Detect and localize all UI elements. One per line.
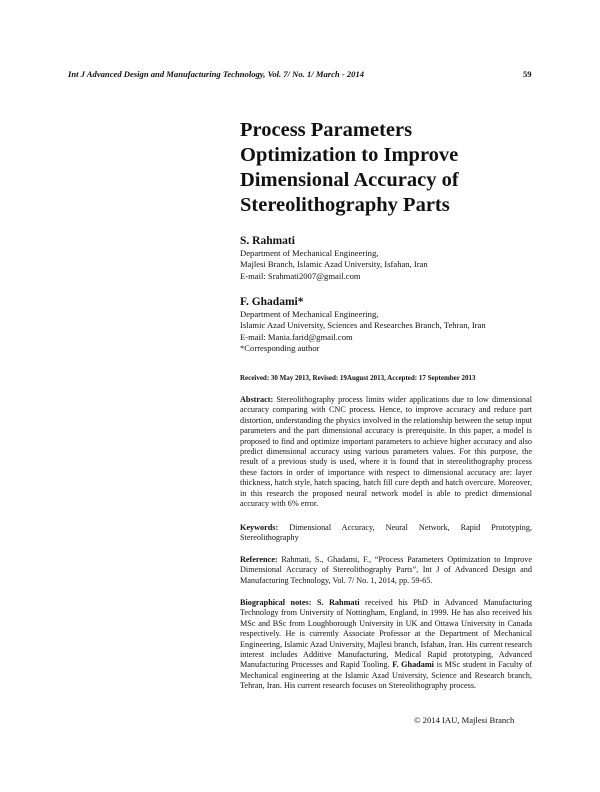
keywords-text: Dimensional Accuracy, Neural Network, Rapid Prototyping, Stereolithography xyxy=(240,523,532,543)
submission-dates: Received: 30 May 2013, Revised: 19August 2013, Accepted: 17 September 2013 xyxy=(240,374,476,382)
paper-title xyxy=(240,118,540,218)
corresponding-author-note: *Corresponding author xyxy=(240,342,320,353)
keywords xyxy=(240,523,532,544)
title-line: Optimization to Improve xyxy=(240,144,459,166)
title-line: Stereolithography Parts xyxy=(240,194,450,216)
abstract xyxy=(240,395,532,509)
author-block-1 xyxy=(240,234,540,282)
copyright-footer: © 2014 IAU, Majlesi Branch xyxy=(414,715,515,725)
abstract-label: Abstract: xyxy=(240,395,274,404)
biographical-notes xyxy=(240,598,532,692)
abstract-text: Stereolithography process limits wider applications due to low dimensional accuracy comparing with CNC process. Hence, to improve accuracy and reduce part distortion, understanding the physics involved in the relationship between the setup input parameters and the part dimensional accuracy is prerequisite. In this paper, a model is proposed to find and optimize important parameters to achieve higher accuracy and also predict dimensional accuracy using various parameters values. For this purpose, the result of a previous study is used, where it is found that in stereolithography process these factors in order of importance with respect to dimensional accuracy are: layer thickness, hatch style, hatch spacing, hatch fill cure depth and hatch overcure. Moreover, in this research the proposed neural network model is able to predict dimensional accuracy with 6% error. xyxy=(240,395,532,509)
bio-author-name: S. Rahmati xyxy=(316,598,360,607)
affiliation-line: Department of Mechanical Engineering, xyxy=(240,248,379,258)
page-number: 59 xyxy=(523,69,532,79)
affiliation-line: Department of Mechanical Engineering, xyxy=(240,309,379,319)
affiliation-line: Islamic Azad University, Sciences and Researches Branch, Tehran, Iran xyxy=(240,320,486,331)
bio-label: Biographical notes: xyxy=(240,598,312,607)
author-email: E-mail: Srahmati2007@gmail.com xyxy=(240,270,361,281)
author-block-2 xyxy=(240,295,540,354)
title-line: Process Parameters xyxy=(240,119,413,141)
author-email: E-mail: Mania.farid@gmail.com xyxy=(240,331,353,342)
reference xyxy=(240,555,532,586)
bio-text: received his PhD in Advanced Manufacturing Technology from University of Nottingham, England, in 1999. He has also received his MSc and BSc from Loughborough University in UK and Ottawa University in Canada respectively. He is currently Associate Professor at the Department of Mechanical Engineering, Islamic Azad University, Majlesi branch, Isfahan, Iran. His current research interest includes Additive Manufacturing, Medical Rapid prototyping, Advanced Manufacturing Processes and Rapid Tooling. xyxy=(240,598,532,670)
title-line: Dimensional Accuracy of xyxy=(240,169,459,191)
keywords-label: Keywords: xyxy=(240,523,279,532)
author-name: S. Rahmati xyxy=(240,235,295,247)
reference-text: Rahmati, S., Ghadami, F., “Process Parameters Optimization to Improve Dimensional Accuracy of Stereolithography Parts”, Int J of Advanced Design and Manufacturing Technology, Vol. 7/ No. 1, 2014, pp. 59-65. xyxy=(240,555,532,585)
affiliation-line: Majlesi Branch, Islamic Azad University, Isfahan, Iran xyxy=(240,259,428,270)
bio-author-name: F. Ghadami xyxy=(392,660,434,670)
journal-header: Int J Advanced Design and Manufacturing Technology, Vol. 7/ No. 1/ March - 2014 xyxy=(68,69,365,79)
reference-label: Reference: xyxy=(240,555,278,564)
bio-text: is MSc student in Faculty of Mechanical engineering at the Islamic Azad University, Science and Research branch, Tehran, Iran. His current research focuses on Stereolithography process. xyxy=(240,660,533,691)
author-name: F. Ghadami* xyxy=(240,296,304,308)
